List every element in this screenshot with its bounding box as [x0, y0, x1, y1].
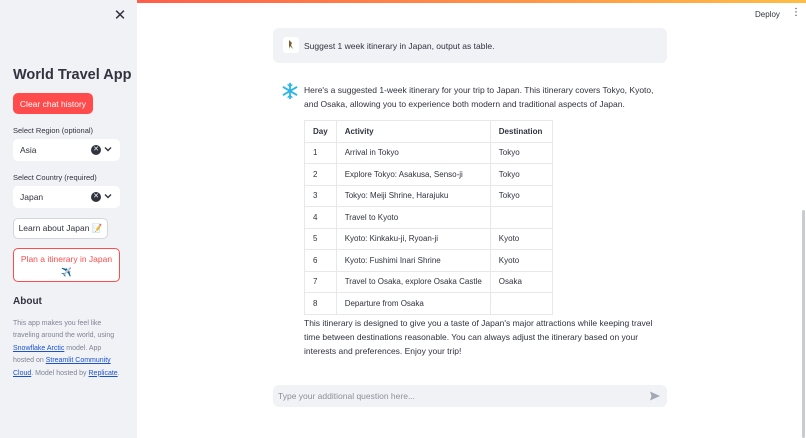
- table-header-row: [305, 121, 553, 143]
- sidebar: [0, 0, 137, 438]
- table-cell: Tokyo: Meiji Shrine, Harajuku: [336, 185, 490, 207]
- table-cell: Kyoto: Kinkaku-ji, Ryoan-ji: [336, 228, 490, 250]
- plan-itinerary-button[interactable]: [13, 248, 120, 282]
- table-cell: [490, 293, 552, 315]
- table-cell: 1: [305, 142, 337, 164]
- table-cell: Travel to Kyoto: [336, 207, 490, 229]
- table-row: [305, 228, 553, 250]
- assistant-outro-text: This itinerary is designed to give you a taste of Japan's major attractions while keeping travel time between destinations reasonable. You can always adjust the itinerary based on your interests and preferences. Enjoy your trip!: [304, 318, 653, 356]
- table-row: [305, 142, 553, 164]
- table-cell: 8: [305, 293, 337, 315]
- user-message-text: Suggest 1 week itinerary in Japan, output as table.: [304, 41, 495, 51]
- table-cell: Departure from Osaka: [336, 293, 490, 315]
- table-cell: 7: [305, 271, 337, 293]
- region-label: Select Region (optional): [13, 126, 94, 135]
- country-label: Select Country (required): [13, 173, 97, 182]
- table-cell: 2: [305, 164, 337, 186]
- table-cell: Arrival in Tokyo: [336, 142, 490, 164]
- user-avatar-icon: [283, 37, 299, 53]
- replicate-link[interactable]: Replicate: [88, 369, 118, 377]
- table-header-cell: Destination: [490, 121, 552, 143]
- table-cell: Kyoto: Fushimi Inari Shrine: [336, 250, 490, 272]
- chat-input[interactable]: [273, 385, 667, 407]
- table-row: [305, 185, 553, 207]
- table-cell: 5: [305, 228, 337, 250]
- snowflake-arctic-link[interactable]: Snowflake Arctic: [13, 344, 65, 352]
- about-heading: About: [13, 296, 42, 307]
- clear-icon[interactable]: ✕: [91, 192, 101, 202]
- clear-chat-button[interactable]: Clear chat history: [13, 93, 93, 114]
- close-sidebar-icon[interactable]: ✕: [113, 7, 127, 24]
- chevron-down-icon[interactable]: [103, 191, 113, 201]
- itinerary-table: [304, 120, 553, 315]
- assistant-intro-text: Here's a suggested 1-week itinerary for your trip to Japan. This itinerary covers Tokyo, Kyoto, and Osaka, allowing you to experience both modern and traditional aspects of Japan.: [304, 85, 654, 109]
- clear-icon[interactable]: ✕: [91, 145, 101, 155]
- table-row: [305, 271, 553, 293]
- table-cell: Travel to Osaka, explore Osaka Castle: [336, 271, 490, 293]
- about-text: This app makes you feel like traveling around the world, using Snowflake Arctic model. App hosted on Streamlit Community Cloud. Model hosted by Replicate.: [13, 320, 120, 377]
- airplane-icon: ✈️: [61, 267, 72, 277]
- country-select-value: Japan: [20, 192, 44, 202]
- table-header-cell: Day: [305, 121, 337, 143]
- table-row: [305, 164, 553, 186]
- table-cell: Tokyo: [490, 185, 552, 207]
- deploy-button[interactable]: Deploy: [755, 10, 780, 19]
- streamlit-cloud-link[interactable]: Streamlit Community Cloud: [13, 357, 111, 377]
- table-cell: Osaka: [490, 271, 552, 293]
- table-header-cell: Activity: [336, 121, 490, 143]
- country-select[interactable]: [13, 186, 120, 208]
- table-cell: 4: [305, 207, 337, 229]
- table-cell: 3: [305, 185, 337, 207]
- table-cell: Tokyo: [490, 142, 552, 164]
- app-title: World Travel App: [13, 67, 132, 83]
- user-message: [273, 28, 667, 63]
- table-cell: 6: [305, 250, 337, 272]
- chat-input-placeholder: Type your additional question here...: [278, 391, 416, 401]
- region-select-value: Asia: [20, 145, 37, 155]
- chevron-down-icon[interactable]: [103, 144, 113, 154]
- table-cell: Kyoto: [490, 250, 552, 272]
- main-menu-icon[interactable]: ⋮: [791, 7, 801, 18]
- table-cell: Tokyo: [490, 164, 552, 186]
- table-row: [305, 250, 553, 272]
- table-row: [305, 293, 553, 315]
- plan-button-label: Plan a itinerary in Japan: [20, 254, 113, 264]
- send-icon[interactable]: [649, 390, 661, 402]
- region-select[interactable]: [13, 139, 120, 161]
- snowflake-icon: [281, 82, 299, 100]
- table-cell: Explore Tokyo: Asakusa, Senso-ji: [336, 164, 490, 186]
- table-cell: [490, 207, 552, 229]
- table-row: [305, 207, 553, 229]
- scrollbar[interactable]: [802, 210, 805, 438]
- learn-about-button[interactable]: Learn about Japan 📝: [13, 218, 108, 239]
- table-cell: Kyoto: [490, 228, 552, 250]
